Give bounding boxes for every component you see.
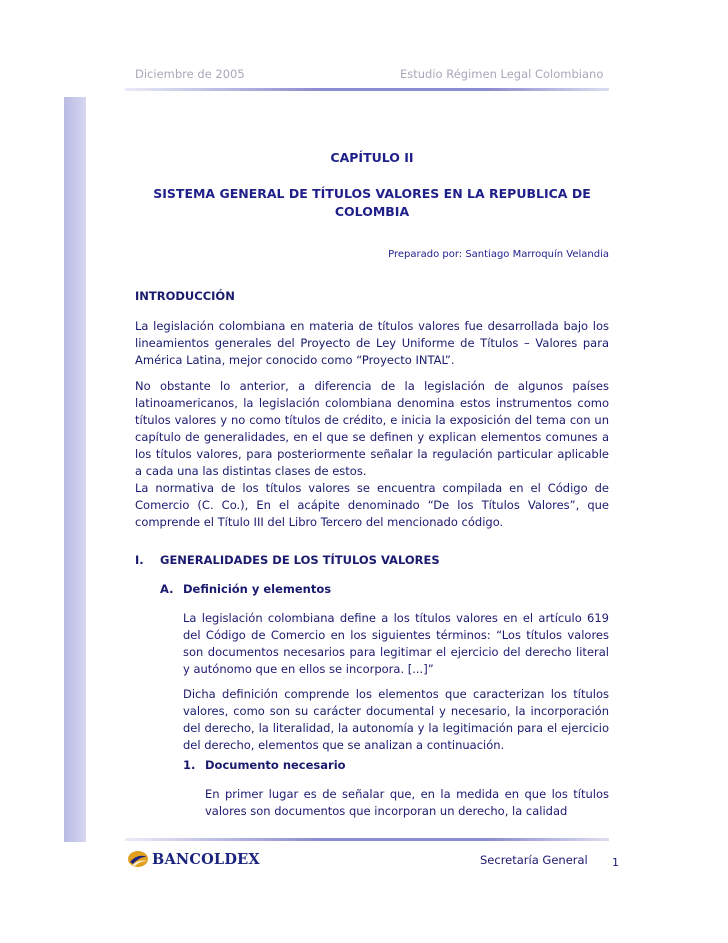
author-line: Preparado por: Santiago Marroquín Velandia: [388, 249, 609, 260]
document-title-line-1: SISTEMA GENERAL DE TÍTULOS VALORES EN LA REPUBLICA DE: [153, 186, 591, 201]
document-title-line-2: COLOMBIA: [334, 204, 410, 219]
section-A-paragraph-1: La legislación colombiana define a los títulos valores en el artículo 619 del Código de Comercio en los siguientes términos: “Los títulos valores son documentos necesarios para legitimar el ejercicio del derecho literal y autónomo que en ellos se incorpora. [...]”: [183, 611, 609, 676]
section-1-paragraph: En primer lugar es de señalar que, en la medida en que los títulos valores son documentos que incorporan un derecho, la calidad: [205, 787, 609, 818]
footer-department: Secretaría General: [480, 853, 588, 867]
bancoldex-logo-icon: [127, 850, 149, 868]
chapter-title: CAPÍTULO II: [330, 150, 414, 165]
page-number: 1: [612, 856, 619, 869]
decorative-sidebar: [64, 97, 86, 842]
section-A-number: A.: [160, 582, 174, 596]
intro-paragraph-3: La normativa de los títulos valores se encuentra compilada en el Código de Comercio (C. Co.), En el acápite denominado “De los Títulos Valores”, que comprende el Título III del Libro Tercero del mencionado código.: [135, 481, 609, 529]
section-A-heading: Definición y elementos: [183, 582, 332, 596]
section-I-heading: GENERALIDADES DE LOS TÍTULOS VALORES: [160, 553, 440, 567]
header-study-title: Estudio Régimen Legal Colombiano: [400, 67, 604, 81]
header-date: Diciembre de 2005: [135, 67, 245, 81]
section-1-number: 1.: [183, 758, 196, 772]
section-I-number: I.: [135, 553, 144, 567]
bancoldex-logo: [127, 850, 260, 868]
bancoldex-logo-text: BANCOLDEX: [152, 850, 260, 868]
footer-rule: [125, 838, 609, 841]
intro-heading: INTRODUCCIÓN: [135, 289, 235, 303]
document-title: [135, 185, 609, 221]
intro-paragraph-2: No obstante lo anterior, a diferencia de la legislación de algunos países latinoamericanos, la legislación colombiana denomina estos instrumentos como títulos valores y no como títulos de crédito, e inicia la exposición del tema con un capítulo de generalidades, en el que se definen y explican elementos comunes a los títulos valores, para posteriormente señalar la regulación particular aplicable a cada una las distintas clases de estos.: [135, 379, 609, 478]
header-rule: [125, 88, 609, 91]
section-1-heading: Documento necesario: [205, 758, 346, 772]
intro-paragraph-1: La legislación colombiana en materia de títulos valores fue desarrollada bajo los lineamientos generales del Proyecto de Ley Uniforme de Títulos – Valores para América Latina, mejor conocido como “Proyecto INTAL”.: [135, 319, 609, 367]
section-A-paragraph-2: Dicha definición comprende los elementos que caracterizan los títulos valores, como son su carácter documental y necesario, la incorporación del derecho, la literalidad, la autonomía y la legitimación para el ejercicio del derecho, elementos que se analizan a continuación.: [183, 687, 609, 752]
